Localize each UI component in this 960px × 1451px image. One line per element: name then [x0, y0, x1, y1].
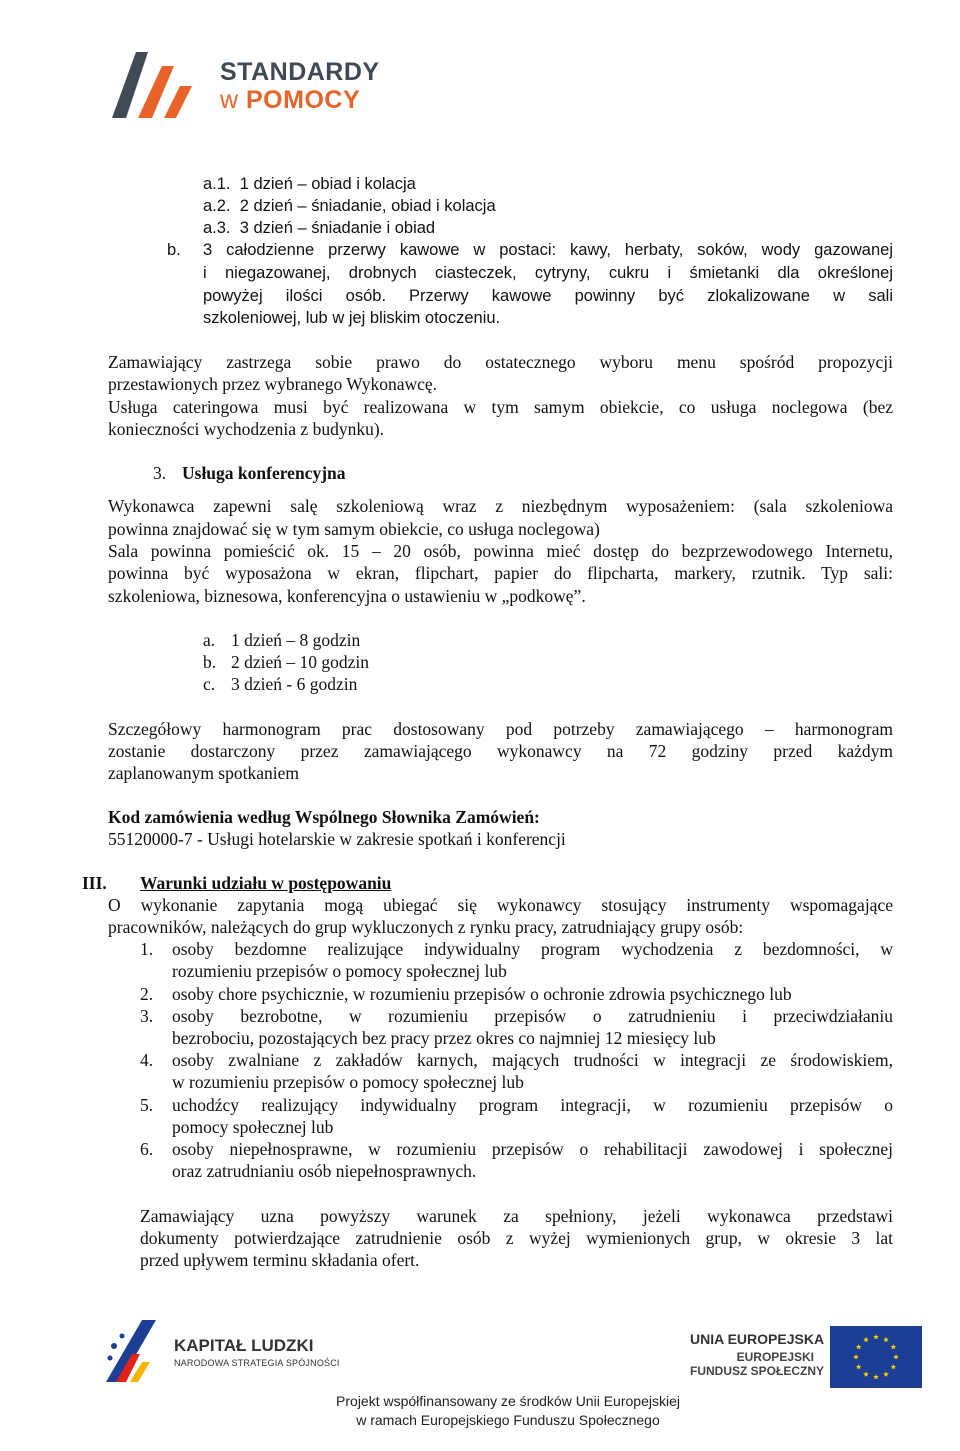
section-iii-intro1: O wykonanie zapytania mogą ubiegać się wykonawcy stosujący instrumenty wspomagające: [108, 895, 893, 915]
day-num: c.: [203, 674, 216, 694]
day-item-3: [203, 673, 357, 695]
logo-text-w-pomocy: [220, 86, 360, 115]
day-text: 2 dzień – 10 godzin: [231, 652, 370, 672]
condition-num-3: 3.: [140, 1006, 154, 1026]
section-iii-num: III.: [82, 873, 107, 893]
day-item-1: [203, 629, 360, 651]
section3-line4: powinna być wyposażona w ekran, flipchart, papier do flipcharta, markery, rzutnik. Typ sali:: [108, 563, 893, 583]
kapital-ludzki-subtitle: NARODOWA STRATEGIA SPÓJNOŚCI: [174, 1358, 340, 1368]
standardy-logo-mark: [108, 44, 208, 120]
condition-5-line1: uchodźcy realizujący indywidualny program integracji, w rozumieniu przepisów o: [172, 1095, 893, 1115]
kapital-ludzki-logo: [96, 1316, 340, 1388]
condition-4-line1: osoby zwalniane z zakładów karnych, mających trudności w integracji ze środowiskiem,: [172, 1050, 893, 1070]
item-b-line1: 3 całodzienne przerwy kawowe w postaci: kawy, herbaty, soków, wody gazowanej: [203, 241, 893, 259]
item-b-num: b.: [167, 241, 181, 259]
menu-para-line1: Zamawiający zastrzega sobie prawo do ostatecznego wyboru menu spośród propozycji: [108, 352, 893, 372]
condition-num-1: 1.: [140, 939, 154, 959]
eu-flag-icon: [830, 1326, 922, 1388]
day-text: 3 dzień - 6 godzin: [231, 674, 358, 694]
eu-sub1: EUROPEJSKI: [736, 1350, 814, 1364]
condition-6-line2: oraz zatrudnianiu osób niepełnosprawnych.: [172, 1161, 477, 1181]
day-text: 1 dzień – 8 godzin: [231, 630, 361, 650]
meal-text: 1 dzień – obiad i kolacja: [239, 175, 416, 193]
meal-text: 3 dzień – śniadanie i obiad: [239, 219, 436, 237]
meal-num: a.1.: [203, 175, 231, 193]
meal-num: a.2.: [203, 197, 231, 215]
condition-5-line2: pomocy społecznej lub: [172, 1117, 334, 1137]
section3-line1: Wykonawca zapewni salę szkoleniową wraz z niezbędnym wyposażeniem: (sala szkoleniowa: [108, 496, 893, 516]
section3-line3: Sala powinna pomieścić ok. 15 – 20 osób, powinna mieć dostęp do bezprzewodowego Internetu,: [108, 541, 893, 561]
condition-num-6: 6.: [140, 1139, 154, 1159]
condition-3-line2: bezrobociu, pozostających bez pracy przez okres co najmniej 12 miesięcy lub: [172, 1028, 716, 1048]
schedule-line1: Szczegółowy harmonogram prac dostosowany pod potrzeby zamawiającego – harmonogram: [108, 719, 893, 739]
section3-line2: powinna znajdować się w tym samym obiekcie, co usługa noclegowa): [108, 519, 600, 539]
eu-sub2: FUNDUSZ SPOŁECZNY: [690, 1364, 825, 1378]
item-b-line3b: Przerwy kawowe powinny być zlokalizowane w sali: [409, 287, 893, 305]
menu-para-line3: Usługa cateringowa musi być realizowana w tym samym obiekcie, co usługa noclegowa (bez: [108, 397, 893, 417]
condition-num-4: 4.: [140, 1050, 154, 1070]
closing-line3: przed upływem terminu składania ofert.: [140, 1250, 420, 1270]
standardy-logo: [108, 44, 398, 120]
condition-3-line1: osoby bezrobotne, w rozumieniu przepisów o zatrudnieniu i przeciwdziałaniu: [172, 1006, 893, 1026]
condition-num-2: 2.: [140, 984, 154, 1004]
kapital-ludzki-title: KAPITAŁ LUDZKI: [174, 1336, 314, 1355]
day-num: a.: [203, 630, 216, 650]
closing-line1: Zamawiający uzna powyższy warunek za spełniony, jeżeli wykonawca przedstawi: [140, 1206, 893, 1226]
section-iii-title: Warunki udziału w postępowaniu: [140, 873, 392, 893]
schedule-line3: zaplanowanym spotkaniem: [108, 763, 299, 783]
eu-title: UNIA EUROPEJSKA: [690, 1331, 825, 1347]
item-b-line2: i niegazowanej, drobnych ciasteczek, cytryny, cukru i śmietanki dla określonej: [203, 264, 893, 282]
closing-line2: dokumenty potwierdzające zatrudnienie osób z wyżej wymienionych grup, w okresie 3 lat: [140, 1228, 893, 1248]
logo-text-standardy: STANDARDY: [220, 58, 380, 86]
item-b-line4: szkoleniowej, lub w jej bliskim otoczeniu.: [203, 309, 501, 327]
menu-para-line2: przestawionych przez wybranego Wykonawcę.: [108, 374, 438, 394]
condition-4-line2: w rozumieniu przepisów o pomocy społecznej lub: [172, 1072, 524, 1092]
condition-1-line1: osoby bezdomne realizujące indywidualny program wychodzenia z bezdomności, w: [172, 939, 893, 959]
cpv-title: Kod zamówienia według Wspólnego Słownika Zamówień:: [108, 807, 540, 827]
meal-item-2: [203, 195, 496, 217]
meal-item-3: [203, 217, 435, 239]
condition-1-line2: rozumieniu przepisów o pomocy społecznej lub: [172, 961, 507, 981]
kapital-ludzki-emblem: [96, 1316, 168, 1388]
day-num: b.: [203, 652, 217, 672]
condition-2-line1: osoby chore psychicznie, w rozumieniu przepisów o ochronie zdrowia psychicznego lub: [172, 984, 792, 1004]
schedule-line2: zostanie dostarczony przez zamawiającego wykonawcy na 72 godziny przed każdym: [108, 741, 893, 761]
day-item-2: [203, 651, 369, 673]
cpv-code: 55120000-7 - Usługi hotelarskie w zakresie spotkań i konferencji: [108, 829, 566, 849]
meal-item-1: [203, 173, 416, 195]
footer-line1: Projekt współfinansowany ze środków Unii Europejskiej: [336, 1393, 680, 1409]
item-b-line3a: powyżej ilości osób.: [203, 287, 387, 305]
logo-text-w: w: [220, 86, 246, 114]
section3-title: Usługa konferencyjna: [182, 463, 346, 483]
footer-line2: w ramach Europejskiego Funduszu Społecznego: [356, 1412, 660, 1428]
condition-6-line1: osoby niepełnosprawne, w rozumieniu przepisów o rehabilitacji zawodowej i społecznej: [172, 1139, 893, 1159]
condition-num-5: 5.: [140, 1095, 154, 1115]
section3-num: 3.: [153, 463, 167, 483]
meal-text: 2 dzień – śniadanie, obiad i kolacja: [239, 197, 496, 215]
logo-text-pomocy: POMOCY: [246, 86, 361, 114]
eu-text-block: [690, 1331, 825, 1387]
item-b-line3: [203, 284, 893, 307]
section3-line5: szkoleniowa, biznesowa, konferencyjna o ustawieniu w „podkowę”.: [108, 586, 586, 606]
meal-num: a.3.: [203, 219, 231, 237]
section-iii-intro2: pracowników, należących do grup wykluczonych z rynku pracy, zatrudniający grupy osób:: [108, 917, 744, 937]
menu-para-line4: konieczności wychodzenia z budynku).: [108, 419, 385, 439]
